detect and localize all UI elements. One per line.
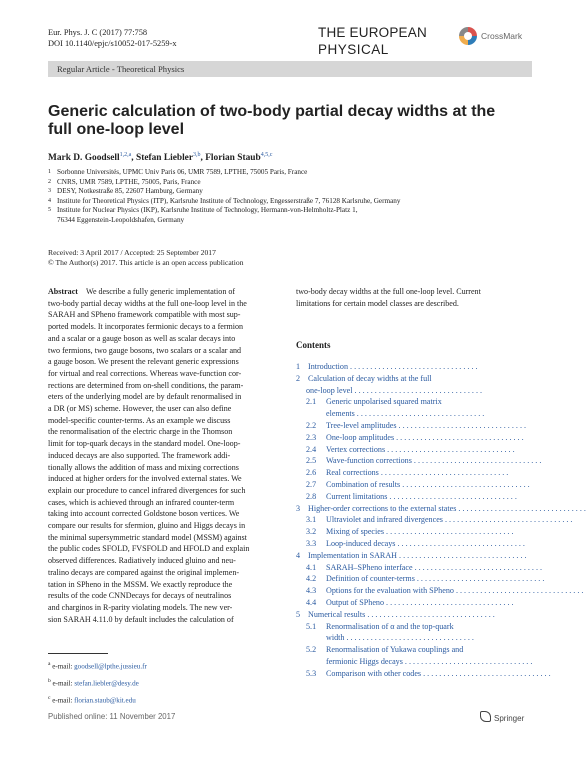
toc-leader-dots: . . . . . . . . . . . . . . . . . . . . . . . . . . . . . . . .: [384, 527, 514, 537]
abstract-line: eters of the underlying model are by default renormalised in: [48, 392, 242, 402]
toc-leader-dots: . . . . . . . . . . . . . . . . . . . . . . . . . . . . . . . .: [344, 633, 474, 643]
abstract-label: Abstract: [48, 287, 78, 296]
toc-label: Introduction: [308, 362, 349, 371]
springer-horse-icon: [480, 711, 491, 722]
affiliation-item: 3 DESY, Notkestraße 85, 22607 Hamburg, Germany: [48, 187, 203, 196]
toc-leader-dots: . . . . . . . . . . . . . . . . . . . . . . . . . . . . . . . .: [397, 550, 527, 560]
toc-entry[interactable]: [306, 468, 532, 477]
toc-number: 5: [296, 609, 301, 619]
toc-number: 3.1: [306, 515, 317, 525]
toc-label: Options for the evaluation with SPheno: [326, 586, 454, 596]
section-label: Regular Article - Theoretical Physics: [57, 64, 185, 74]
toc-entry[interactable]: [296, 551, 532, 560]
toc-entry[interactable]: [326, 409, 532, 418]
toc-leader-dots: . . . . . . . . . . . . . . . . . . . . . . . . . . . . . . . .: [412, 562, 543, 572]
toc-leader-dots: . . . . . . . . . . . . . . . . . . . . . . . . . . . . . . . .: [421, 668, 551, 678]
toc-number: 2.3: [306, 432, 317, 442]
toc-number: 2.6: [306, 468, 317, 478]
toc-label: Current limitations: [326, 491, 388, 501]
toc-leader-dots: . . . . . . . . . . . . . . . . . . . . . . . . . . . . . . . .: [402, 657, 533, 666]
toc-leader-dots: . . . . . . . . . . . . . . . . . . . . . . . . . . . . . . . .: [396, 421, 527, 430]
abstract-line: rections are determined from on-shell conditions, the param-: [48, 380, 244, 390]
toc-number: 2.5: [306, 456, 317, 466]
abstract-line: compare our results for sfermion, gluino and Higgs decays in: [48, 521, 246, 531]
author-name: Florian Staub: [205, 153, 261, 164]
abstract-line: two-body decay widths at the full one-loop level. Current: [296, 287, 481, 296]
abstract-line: the public codes SFOLD, FVSFOLD and HFOLD and explain: [48, 544, 250, 554]
toc-entry[interactable]: [296, 374, 532, 383]
toc-entry[interactable]: [306, 539, 532, 548]
toc-number: 4.4: [306, 598, 317, 607]
doi-line[interactable]: DOI 10.1140/epjc/s10052-017-5259-x: [48, 39, 177, 48]
toc-number: 4.3: [306, 586, 317, 596]
toc-leader-dots: . . . . . . . . . . . . . . . . . . . . . . . . . . . . . . . .: [411, 456, 542, 466]
toc-entry[interactable]: [306, 480, 532, 489]
toc-leader-dots: . . . . . . . . . . . . . . . . . . . . . . . . . . . . . . . .: [456, 503, 586, 513]
toc-number: 3.3: [306, 539, 317, 548]
toc-number: 4: [296, 550, 301, 560]
toc-leader-dots: . . . . . . . . . . . . . . . . . . . . . . . . . . . . . . . .: [453, 586, 584, 596]
toc-entry[interactable]: [306, 645, 532, 654]
affiliation-item: 76344 Eggenstein-Leopoldshafen, Germany: [57, 215, 185, 224]
toc-label: Definition of counter-terms: [326, 574, 415, 584]
toc-label: Renormalisation of α and the top-quark: [326, 621, 454, 631]
toc-entry[interactable]: [296, 362, 532, 371]
toc-label: Generic unpolarised squared matrix: [326, 397, 442, 407]
toc-label: Real corrections: [326, 468, 379, 478]
contents-heading: Contents: [296, 340, 331, 350]
toc-entry[interactable]: [306, 397, 532, 406]
toc-label: one-loop level: [306, 385, 353, 395]
toc-leader-dots: . . . . . . . . . . . . . . . . . . . . . . . . . . . . . . . .: [352, 385, 483, 395]
abstract-line: limitations for certain model classes are described.: [296, 298, 459, 308]
toc-entry[interactable]: [306, 668, 551, 678]
toc-number: 5.2: [306, 645, 317, 655]
toc-number: 2: [296, 373, 301, 383]
publisher-logo: [480, 711, 524, 723]
abstract-line: the renormalisation of the electric charge in the Thomson: [48, 427, 233, 437]
toc-number: 2.2: [306, 421, 317, 430]
toc-leader-dots: . . . . . . . . . . . . . . . . . . . . . . . . . . . . . . . .: [414, 574, 545, 584]
crossmark-label: CrossMark: [481, 31, 523, 41]
toc-label: Comparison with other codes: [326, 668, 422, 678]
toc-leader-dots: . . . . . . . . . . . . . . . . . . . . . . . . . . . . . . . .: [384, 598, 514, 607]
toc-label: fermionic Higgs decays: [326, 657, 403, 666]
toc-label: Higher-order corrections to the external states: [308, 503, 457, 513]
toc-number: 1: [296, 362, 301, 371]
abstract-continuation: [296, 286, 532, 309]
toc-label: Wave-function corrections: [326, 456, 412, 466]
toc-number: 2.8: [306, 491, 317, 501]
toc-label: Vertex corrections: [326, 444, 386, 454]
copyright-line: © The Author(s) 2017. This article is an open access publication: [48, 257, 244, 267]
toc-label: Numerical results: [308, 609, 366, 619]
article-title: Generic calculation of two-body partial decay widths at the full one-loop level: [48, 103, 496, 138]
abstract-line: cases, which is achieved through an infrared counter-term: [48, 497, 235, 507]
author-name: Mark D. Goodsell: [48, 153, 120, 164]
toc-leader-dots: . . . . . . . . . . . . . . . . . . . . . . . . . . . . . . . .: [365, 609, 495, 619]
journal-name-line2: PHYSICAL: [318, 42, 389, 57]
toc-entry[interactable]: [326, 657, 532, 666]
toc-number: 2.4: [306, 444, 317, 454]
abstract-line: sion SARAH 4.11.0 by default includes the calculation of: [48, 614, 234, 624]
toc-entry[interactable]: [306, 586, 584, 596]
toc-leader-dots: . . . . . . . . . . . . . . . . . . . . . . . . . . . . . . . .: [395, 539, 525, 548]
abstract-line: taking into account corrected Goldstone boson vertices. We: [48, 509, 240, 519]
toc-entry[interactable]: [306, 598, 532, 607]
email-link[interactable]: stefan.liebler@desy.de: [74, 679, 139, 688]
abstract-text: [48, 286, 282, 625]
abstract-line: observed differences. Radiatively induced gluino and neu-: [48, 556, 236, 566]
toc-label: Mixing of species: [326, 527, 384, 537]
toc-leader-dots: . . . . . . . . . . . . . . . . . . . . . . . . . . . . . . . .: [387, 491, 517, 501]
author-sup: 3,b: [193, 152, 201, 158]
toc-label: Tree-level amplitudes: [326, 421, 397, 430]
toc-entry[interactable]: [306, 574, 545, 584]
toc-label: Implementation in SARAH: [308, 550, 398, 560]
email-link[interactable]: goodsell@lpthe.jussieu.fr: [74, 662, 147, 671]
toc-number: 5.1: [306, 621, 317, 631]
toc-entry[interactable]: [306, 445, 532, 454]
affiliation-item: 4 Institute for Theoretical Physics (ITP), Karlsruhe Institute of Technology, Engesserstraße 7, 76128 Karlsruhe, Germany: [48, 196, 401, 205]
toc-entry[interactable]: [296, 503, 586, 513]
footnote-emails: [48, 657, 147, 708]
abstract-line: tionally allows the addition of mass and mixing corrections: [48, 462, 239, 472]
toc-entry[interactable]: [306, 433, 532, 442]
author-sup: 4,5,c: [260, 152, 273, 158]
abstract-line: Abstract We describe a fully generic implementation of: [48, 287, 236, 296]
toc-label: Ultraviolet and infrared divergences: [326, 515, 443, 525]
affiliation-item: 1 Sorbonne Universités, UPMC Univ Paris 06, UMR 7589, LPTHE, 75005 Paris, France: [48, 168, 308, 176]
toc-label: SARAH–SPheno interface: [326, 562, 413, 572]
toc-label: Renormalisation of Yukawa couplings and: [326, 645, 464, 655]
toc-leader-dots: . . . . . . . . . . . . . . . . . . . . . . . . . . . . . . . .: [442, 515, 573, 525]
journal-citation: [48, 27, 177, 49]
toc-entry[interactable]: [306, 386, 532, 395]
abstract-line: limit for top-quark decays in the standard model. One-loop-: [48, 439, 241, 449]
affiliation-item: 5 Institute for Nuclear Physics (IKP), Karlsruhe Institute of Technology, Hermann-von-Helmholtz-Platz 1,: [48, 206, 358, 215]
abstract-line: two-body partial decay widths at the full one-loop level in the: [48, 298, 247, 308]
journal-name-line1: THE EUROPEAN: [318, 25, 427, 40]
toc-label: Calculation of decay widths at the full: [308, 373, 432, 383]
abstract-line: tralino decays are compared against the original implemen-: [48, 567, 240, 577]
toc-number: 2.1: [306, 397, 317, 407]
toc-label: elements: [326, 409, 355, 419]
toc-label: width: [326, 633, 345, 643]
toc-label: Output of SPheno: [326, 598, 385, 607]
toc-number: 3.2: [306, 527, 317, 537]
citation-line: Eur. Phys. J. C (2017) 77:758: [48, 28, 148, 37]
section-bar: [48, 61, 532, 77]
toc-leader-dots: . . . . . . . . . . . . . . . . . . . . . . . . . . . . . . . .: [394, 432, 524, 442]
toc-number: 3: [296, 503, 301, 513]
toc-number: 4.2: [306, 574, 317, 584]
toc-entry[interactable]: [306, 527, 532, 536]
footnote-email: $^a$ e-mail: goodsell@lpthe.jussieu.fr: [48, 661, 147, 671]
abstract-line: a DR (or MS) scheme. However, the user can also define: [48, 404, 232, 414]
abstract-line: model-specific counter-terms. As an example we discuss: [48, 415, 231, 425]
abstract-line: two fermions, two gauge bosons, two scalars or a scalar and: [48, 345, 242, 355]
toc-label: One-loop amplitudes: [326, 432, 395, 442]
affiliation-list: [48, 168, 508, 226]
crossmark-icon: [459, 27, 477, 45]
abstract-line: induced decays are also supported. The framework addi-: [48, 450, 231, 460]
received-line: Received: 3 April 2017 / Accepted: 25 September 2017: [48, 248, 216, 257]
toc-entry[interactable]: [326, 633, 532, 642]
toc-entry[interactable]: [306, 562, 543, 572]
abstract-line: tation in SPheno in the MSSM. We exactly reproduce the: [48, 579, 233, 589]
publisher-name: Springer: [494, 714, 525, 723]
abstract-line: SARAH and SPheno framework compatible with most sup-: [48, 310, 241, 320]
crossmark-badge[interactable]: [459, 27, 539, 49]
toc-label: Loop-induced decays: [326, 539, 396, 548]
author-sup: 1,2,a: [119, 152, 132, 158]
toc-leader-dots: . . . . . . . . . . . . . . . . . . . . . . . . . . . . . . . .: [385, 444, 515, 454]
abstract-line: a gauge boson. We present the relevant generic expressions: [48, 357, 239, 367]
article-dates: [48, 248, 244, 267]
toc-entry[interactable]: [306, 456, 542, 466]
abstract-line: induced at higher orders for the involved external states. We: [48, 474, 242, 484]
email-link[interactable]: florian.staub@kit.edu: [74, 696, 136, 705]
toc-entry[interactable]: [306, 492, 532, 501]
toc-number: 4.1: [306, 562, 317, 572]
affiliation-item: 2 CNRS, UMR 7589, LPTHE, 75005, Paris, France: [48, 177, 201, 186]
abstract-line: explain our procedure to cancel infrared divergences for such: [48, 485, 246, 495]
abstract-line: the minimal supersymmetric standard model (MSSM) against: [48, 532, 247, 542]
footnote-rule: [48, 653, 108, 654]
toc-number: 2.7: [306, 480, 317, 489]
abstract-line: ported models. It incorporates fermionic decays to a fermion: [48, 322, 244, 332]
author-list: Mark D. Goodsell$^{1,2,a}$, Stefan Liebler$^{3,b}$, Florian Staub$^{4,5,c}$: [48, 152, 273, 164]
toc-leader-dots: . . . . . . . . . . . . . . . . . . . . . . . . . . . . . . . .: [354, 409, 485, 419]
toc-entry[interactable]: [306, 421, 532, 430]
footnote-email: $^c$ e-mail: florian.staub@kit.edu: [48, 694, 136, 705]
toc-leader-dots: . . . . . . . . . . . . . . . . . . . . . . . . . . . . . . . .: [400, 480, 530, 489]
toc-entry[interactable]: [306, 622, 532, 631]
abstract-line: and charginos in R-parity violating models. The new ver-: [48, 602, 233, 612]
abstract-line: results of the code CNNDecays for decays of neutralinos: [48, 591, 232, 601]
footnote-email: $^b$ e-mail: stefan.liebler@desy.de: [48, 677, 139, 688]
toc-leader-dots: . . . . . . . . . . . . . . . . . . . . . . . . . . . . . . . .: [378, 468, 509, 478]
toc-leader-dots: . . . . . . . . . . . . . . . . . . . . . . . . . . . . . . . .: [348, 362, 478, 371]
toc-label: Combination of results: [326, 480, 401, 489]
abstract-line: and a scalar or a gauge boson as well as scalar decays into: [48, 333, 236, 343]
author-name: Stefan Liebler: [135, 153, 194, 164]
toc-entry[interactable]: [306, 515, 573, 525]
toc-entry[interactable]: [296, 610, 532, 619]
abstract-line: for virtual and real corrections. Whereas wave-function cor-: [48, 368, 242, 378]
published-date: Published online: 11 November 2017: [48, 712, 176, 721]
toc-number: 5.3: [306, 668, 317, 678]
